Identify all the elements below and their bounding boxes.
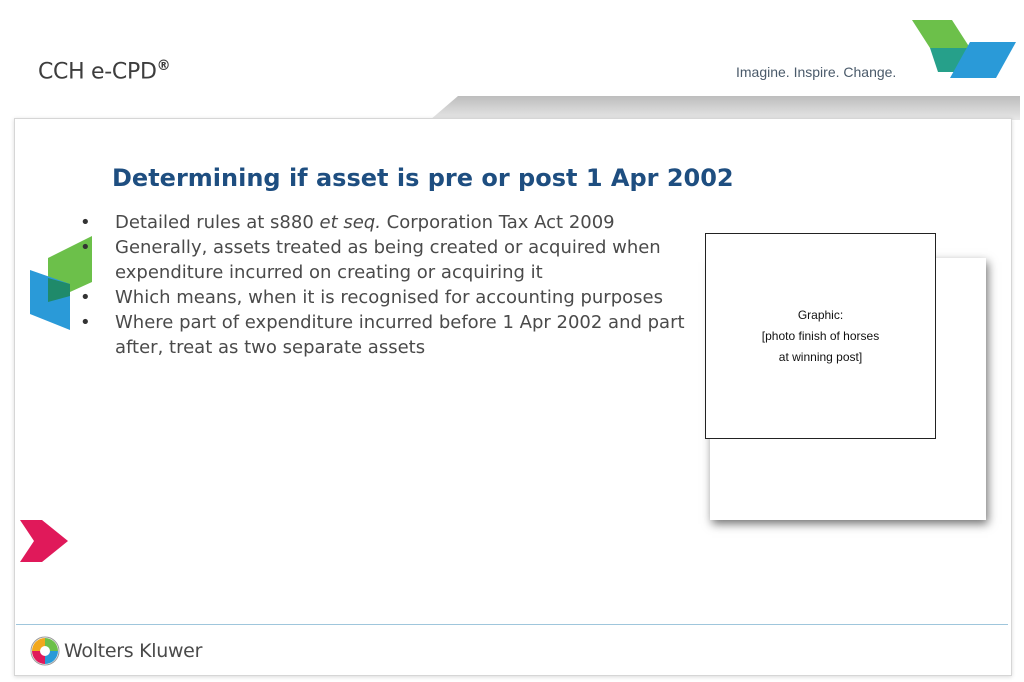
graphic-caption-line: [photo finish of horses	[761, 329, 880, 343]
bullet-text-start: Detailed rules at s880	[115, 212, 320, 233]
pink-arrow-icon	[20, 520, 68, 562]
graphic-placeholder	[705, 233, 936, 439]
bullet-item: • Where part of expenditure incurred before 1 Apr 2002 and part after, treat as two separate assets	[80, 310, 710, 360]
bullet-text-end: Corporation Tax Act 2009	[380, 212, 615, 233]
graphic-caption	[706, 305, 935, 368]
graphic-caption-line: at winning post]	[778, 350, 863, 364]
wolters-kluwer-globe-icon	[30, 636, 60, 666]
tab-ribbon-decoration	[430, 92, 1020, 120]
bullet-item: • Which means, when it is recognised for accounting purposes	[80, 285, 710, 310]
graphic-caption-line: Graphic:	[797, 308, 844, 322]
bullet-item	[80, 210, 710, 235]
brand-name: CCH e-CPD	[38, 59, 157, 85]
brand-registered-mark: ®	[156, 58, 171, 74]
bullet-item: • Generally, assets treated as being created or acquired when expenditure incurred on creating or acquiring it	[80, 235, 710, 285]
bullet-list	[80, 210, 710, 360]
logo-chevrons-icon	[912, 20, 1016, 80]
slide-title: Determining if asset is pre or post 1 Apr 2002	[112, 164, 734, 192]
footer-brand: Wolters Kluwer	[64, 640, 203, 662]
tagline: Imagine. Inspire. Change.	[736, 64, 897, 80]
footer-divider	[16, 624, 1008, 625]
bullet-italic-text: et seq.	[319, 212, 381, 233]
brand-title	[38, 58, 170, 84]
